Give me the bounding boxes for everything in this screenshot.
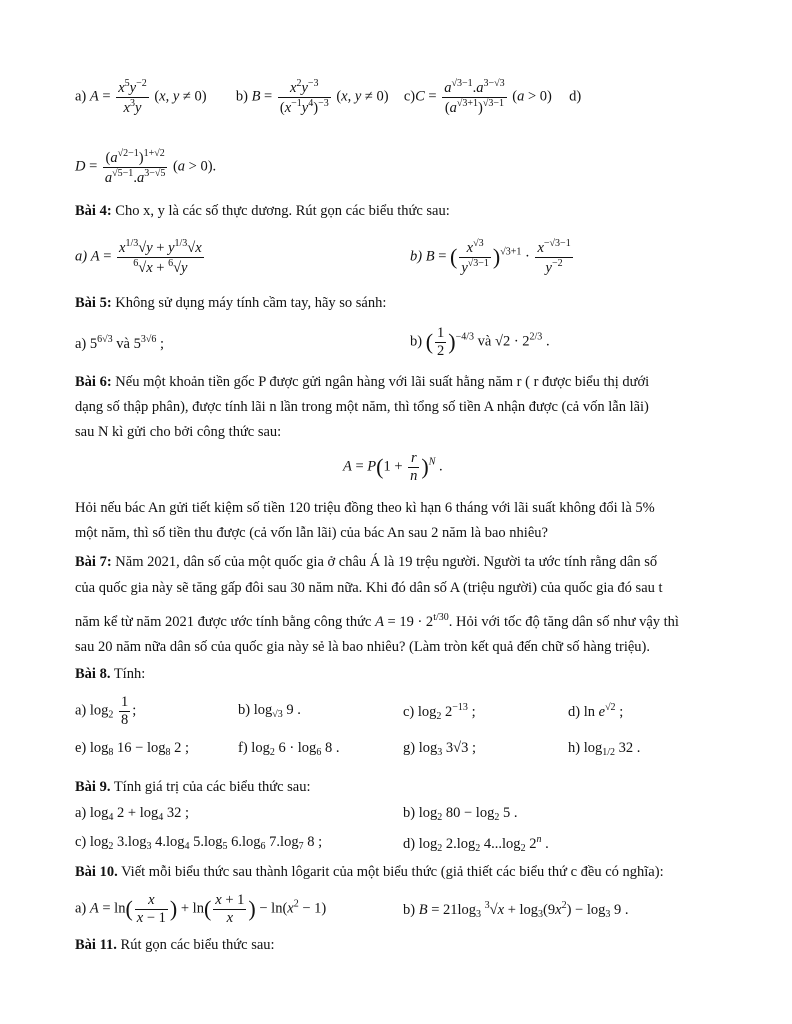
b7-title: Bài 7: [75,554,112,570]
b6-l3: sau N kì gửi cho bởi công thức sau: [75,424,282,440]
b3-d-label: d) [569,88,582,105]
b8-h: h) $\log_{1/2} 32$ . [568,740,641,758]
b9-d: d) $\log_2 2.\log_2$ $4...\log_2$ 2$^n$ . [403,834,549,854]
b5-b-label: b) [410,333,423,350]
b7-l3b: . Hỏi với tốc độ tăng dân số như vậy thì [448,614,679,630]
b8-title: Bài 8. [75,666,111,682]
b3-row1: a) A = $\frac{x^5y^{-2}}{x^3y}$ (x, y ≠ 0) b) B = $\frac{x^2y^{-3}}{(x^{-1}y^4)^{-3}}$ (x, y ≠ 0) c)C = $\frac{a^{√3-1}.a^{3-√3}}{(a^{√3+1})^{√3-1}}$ (a > 0) d) [75,78,582,116]
b11-text: Rút gọn các biểu thức sau: [116,937,275,953]
b11-title: Bài 11. [75,937,117,953]
b9-b-label: b) [403,805,416,821]
b9-c-label: c) [75,834,87,850]
b8-a-label: a) [75,702,87,719]
b6-line1 [75,374,649,391]
b7-l3a: năm kể từ năm 2021 được ước tính bằng công thức [75,614,372,630]
b4-a-label: a) [75,248,88,265]
b4-title: Bài 4: [75,203,112,219]
b8-heading [75,666,145,683]
b9-d-label: d) [403,836,416,852]
b9-heading [75,779,311,796]
b7-line1 [75,554,657,571]
b3-c-label: c) [403,88,416,105]
b3-c-expr: $\frac{a^{√3-1}.a^{3-√3}}{(a^{√3+1})^{√3-1}}$ [444,78,505,116]
b3-a-label: a) [75,88,87,105]
b5-title: Bài 5: [75,295,112,311]
b10-title: Bài 10. [75,864,118,880]
b5-a-and: và [116,336,130,352]
b5-a: a) $5^{6√3}$ và $5^{3√6}$ ; [75,334,164,352]
b4-b-label: b) [410,248,423,265]
b8-f: f) $\log_2 6 \cdot \log_6 8$ . [238,740,340,758]
b7-l4: sau 20 năm nữa dân số của quốc gia này sẻ là bao nhiêu? (Làm tròn kết quả đến chữ số hàng triệu). [75,639,650,655]
b9-a-label: a) [75,805,87,821]
b3-row2: D = $\frac{(a^{√2-1})^{1+√2}}{a^{√5-1}.a^{3-√5}}$ (a > 0). [75,148,217,186]
b10-heading [75,864,664,881]
b9-text: Tính giá trị của các biểu thức sau: [110,779,311,795]
b8-g: g) $\log_3 3√3$ ; [403,740,476,758]
b10-a-label: a) [75,900,87,917]
b9-c: c) $\log_2 3.\log_3$ $4.\log_4$ $5.\log_5$ $6.\log_6$ $7.\log_7$ 8 ; [75,834,323,852]
b8-e: e) $\log_8 16 - \log_8 2$ ; [75,740,190,758]
b6-formula: A = P(1 + $\frac{r}{n}$ )$^N$ . [343,450,443,484]
b3-b-expr: $\frac{x^2y^{-3}}{(x^{-1}y^4)^{-3}}$ [279,78,329,116]
b11-heading [75,937,275,954]
b4-text: Cho x, y là các số thực dương. Rút gọn các biểu thức sau: [111,203,450,219]
b4-row: a) A = $\frac{x^{1/3}√y + y^{1/3}√x}{^6√x + ^6√y}$ [75,238,202,276]
b5-text: Không sử dụng máy tính cầm tay, hãy so sánh: [111,295,387,311]
b6-l4: Hỏi nếu bác An gửi tiết kiệm số tiền 120 triệu đồng theo kì hạn 6 tháng với lãi suất không đổi là 5% [75,500,655,516]
b8-b: b) $\log_{√3} 9$ . [238,702,301,720]
b6-l2: dạng số thập phân), được tính lãi n lần trong một năm, thì tổng số tiền A nhận được (cả vốn lẫn lãi) [75,399,649,415]
b5-b-and: và [477,333,492,350]
b9-a: a) $\log_4 2 + \log_4 32$ ; [75,805,190,823]
b8-text: Tính: [110,666,146,682]
b10-a: a) A = ln( $\frac{x}{x - 1}$ ) + ln( $\frac{x + 1}{x}$ ) − $\ln(x^2 - 1)$ [75,892,327,926]
b7-l1: Năm 2021, dân số của một quốc gia ở châu Á là 19 trệu người. Người ta ước tính rằng dân số [111,554,658,570]
b3-b-label: b) [235,88,248,105]
b3-d-expr: $\frac{(a^{√2-1})^{1+√2}}{a^{√5-1}.a^{3-√5}}$ [104,148,166,186]
b4-b: b) B = ( $\frac{x^{√3}}{y^{√3-1}}$ )$^{√3+1}$ · $\frac{x^{-√3-1}}{y^{-2}}$ [410,238,571,276]
b5-b: b) ( $\frac{1}{2}$ )$^{-4/3}$ và $√2 \cdot 2^{2/3}$ . [410,325,550,359]
b4-heading [75,203,450,220]
b7-l2: của quốc gia này sẽ tăng gấp đôi sau 30 năm nữa. Khi đó dân số A (triệu người) của quốc gia đó sau t [75,580,663,596]
b8-b-label: b) [238,702,251,718]
b9-title: Bài 9. [75,779,111,795]
b7-line3: năm kể từ năm 2021 được ước tính bằng công thức $A = 19 \cdot 2^{t/30}$. Hỏi với tốc độ tăng dân số như vậy thì [75,612,679,630]
b5-a-label: a) [75,336,87,352]
b8-f-label: f) [238,740,248,756]
b9-b: b) $\log_2 80 - \log_2 5$ . [403,805,518,823]
b8-row1: a) $\log_2$ $\frac{1}{8}$ ; [75,694,137,728]
b10-b: b) $B = 21\log_3$ $^3√x + \log_3(9x^2) - \log_3 9$ . [403,900,629,920]
b10-text: Viết mỗi biểu thức sau thành lôgarit của một biểu thức (giả thiết các biểu thứ c đều có nghĩa): [117,864,664,880]
b8-g-label: g) [403,740,416,756]
b8-c-label: c) [403,704,415,720]
b8-d-label: d) [568,704,581,720]
b8-h-label: h) [568,740,581,756]
b8-e-label: e) [75,740,87,756]
b5-heading [75,295,386,312]
b6-l5: một năm, thì số tiền thu được (cả vốn lẫn lãi) của bác An sau 2 năm là bao nhiêu? [75,525,548,541]
b3-a-expr: $\frac{x^5y^{-2}}{x^3y}$ [118,78,147,116]
b4-a-expr: $\frac{x^{1/3}√y + y^{1/3}√x}{^6√x + ^6√y}$ [119,238,202,276]
b6-l1: Nếu một khoản tiền gốc P được gửi ngân hàng với lãi suất hằng năm r ( r được biểu thị dưới [111,374,650,390]
b10-b-label: b) [403,902,416,918]
b8-d: d) $\ln e^{√2}$ ; [568,702,624,720]
b4-b-inner: $\frac{x^{√3}}{y^{√3-1}}$ [461,238,489,276]
b4-b-tail: $\frac{x^{-√3-1}}{y^{-2}}$ [537,238,571,276]
b8-c: c) $\log_2 2^{-13}$ ; [403,702,476,722]
b6-title: Bài 6: [75,374,112,390]
